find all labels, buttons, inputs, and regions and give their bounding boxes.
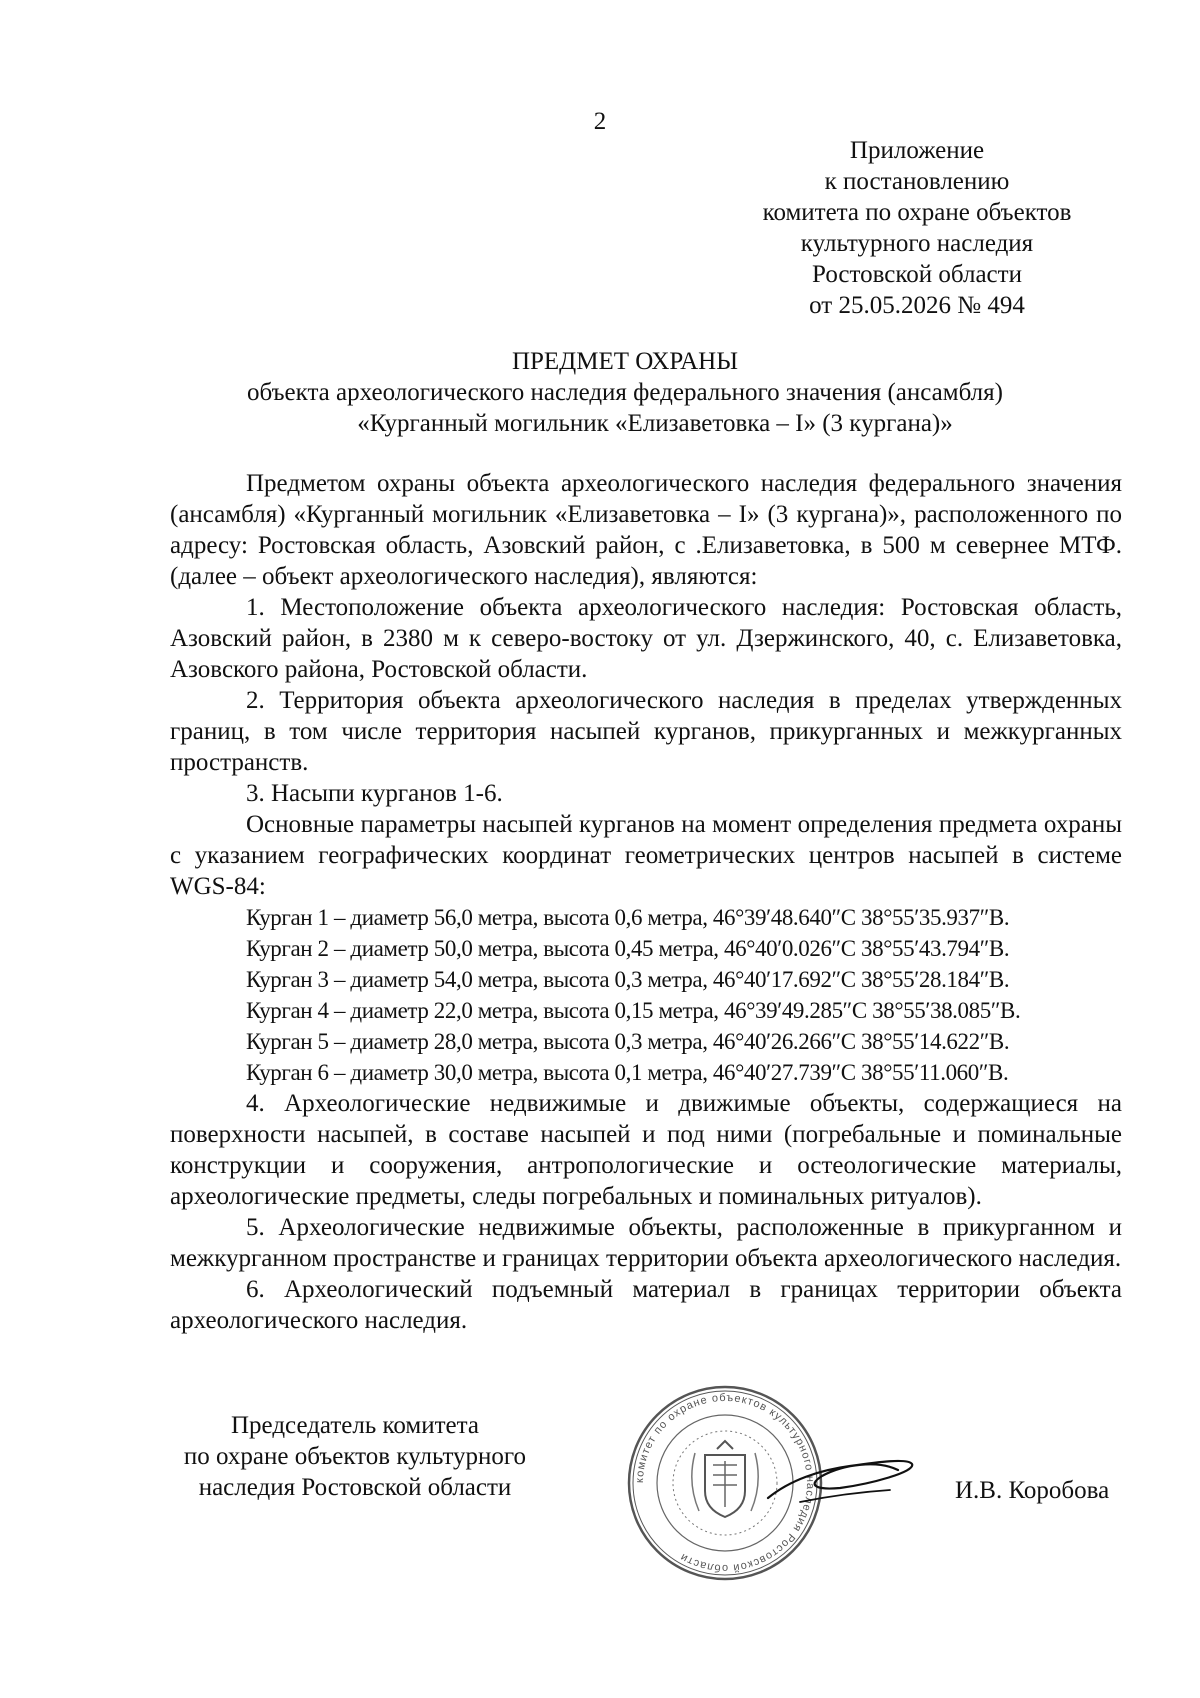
page-number: 2 — [593, 108, 607, 135]
position-line: Председатель комитета — [231, 1412, 479, 1439]
appendix-line: культурного наследия — [800, 230, 1034, 257]
title-subline: объекта археологического наследия федерального значения (ансамбля) — [247, 379, 1003, 406]
appendix-line: комитета по охране объектов — [762, 199, 1072, 226]
mound-entry: Курган 3 – диаметр 54,0 метра, высота 0,3 метра, 46°40′17.692″С 38°55′28.184″В. — [246, 967, 1010, 992]
item-immovable: 5. Археологические недвижимые объекты, расположенные в прикурганном и межкурганном пространстве и границах территории объекта археологического наследия. — [170, 1214, 1122, 1272]
title-object-name: «Курганный могильник «Елизаветовка – I» (3 кургана)» — [357, 410, 953, 437]
item-surface-material: 6. Археологический подъемный материал в границах территории объекта археологического наследия. — [170, 1276, 1122, 1334]
position-line: наследия Ростовской области — [198, 1474, 512, 1501]
appendix-line: к постановлению — [824, 168, 1010, 195]
seal-text: комитет по охране объектов культурного наследия Ростовской области — [633, 1391, 817, 1575]
appendix-header — [700, 135, 1134, 321]
item-territory: 2. Территория объекта археологического наследия в пределах утвержденных границ, в том числе территория насыпей курганов, прикурганных и межкурганных пространств. — [170, 687, 1122, 776]
mound-entry: Курган 2 – диаметр 50,0 метра, высота 0,45 метра, 46°40′0.026″С 38°55′43.794″В. — [246, 936, 1010, 961]
handwritten-signature — [760, 1440, 920, 1528]
mound-entry: Курган 5 – диаметр 28,0 метра, высота 0,3 метра, 46°40′26.266″С 38°55′14.622″В. — [246, 1029, 1010, 1054]
params-intro: Основные параметры насыпей курганов на момент определения предмета охраны с указанием географических координат геометрических центров насыпей в системе WGS-84: — [170, 811, 1122, 900]
mound-entry: Курган 6 – диаметр 30,0 метра, высота 0,1 метра, 46°40′27.739″С 38°55′11.060″В. — [246, 1060, 1009, 1085]
intro-paragraph: Предметом охраны объекта археологического наследия федерального значения (ансамбля) «Курганный могильник «Елизаветовка – I» (3 кургана)», расположенного по адресу: Ростовская область, Азовский район, с .Елизаветовка, в 500 м севернее МТФ. (далее – объект археологического наследия), являются: — [170, 470, 1123, 590]
position-line: по охране объектов культурного — [183, 1443, 527, 1470]
document-body — [170, 468, 1122, 1336]
item-location: 1. Местоположение объекта археологического наследия: Ростовская область, Азовский район, в 2380 м к северо-востоку от ул. Дзержинского, 40, с. Елизаветовка, Азовского района, Ростовской области. — [170, 594, 1122, 683]
item-objects: 4. Археологические недвижимые и движимые объекты, содержащиеся на поверхности насыпей, в составе насыпей и под ними (погребальные и поминальные конструкции и сооружения, антропологические и остеологические материалы, археологические предметы, следы погребальных и поминальных ритуалов). — [170, 1090, 1122, 1210]
mound-entry: Курган 4 – диаметр 22,0 метра, высота 0,15 метра, 46°39′49.285″С 38°55′38.085″В. — [246, 998, 1021, 1023]
signatory-name: И.В. Коробова — [955, 1477, 1110, 1504]
title-heading: ПРЕДМЕТ ОХРАНЫ — [511, 348, 739, 375]
signatory-position — [175, 1410, 535, 1503]
mound-entry: Курган 1 – диаметр 56,0 метра, высота 0,6 метра, 46°39′48.640″С 38°55′35.937″В. — [246, 905, 1010, 930]
appendix-line: Ростовской области — [812, 261, 1022, 288]
appendix-date-number: от 25.05.2026 № 494 — [809, 292, 1025, 319]
document-title — [150, 346, 1100, 439]
appendix-line: Приложение — [849, 137, 985, 164]
signature-icon — [760, 1440, 920, 1520]
mound-list — [170, 902, 1122, 1088]
item-mounds: 3. Насыпи курганов 1-6. — [246, 780, 503, 807]
